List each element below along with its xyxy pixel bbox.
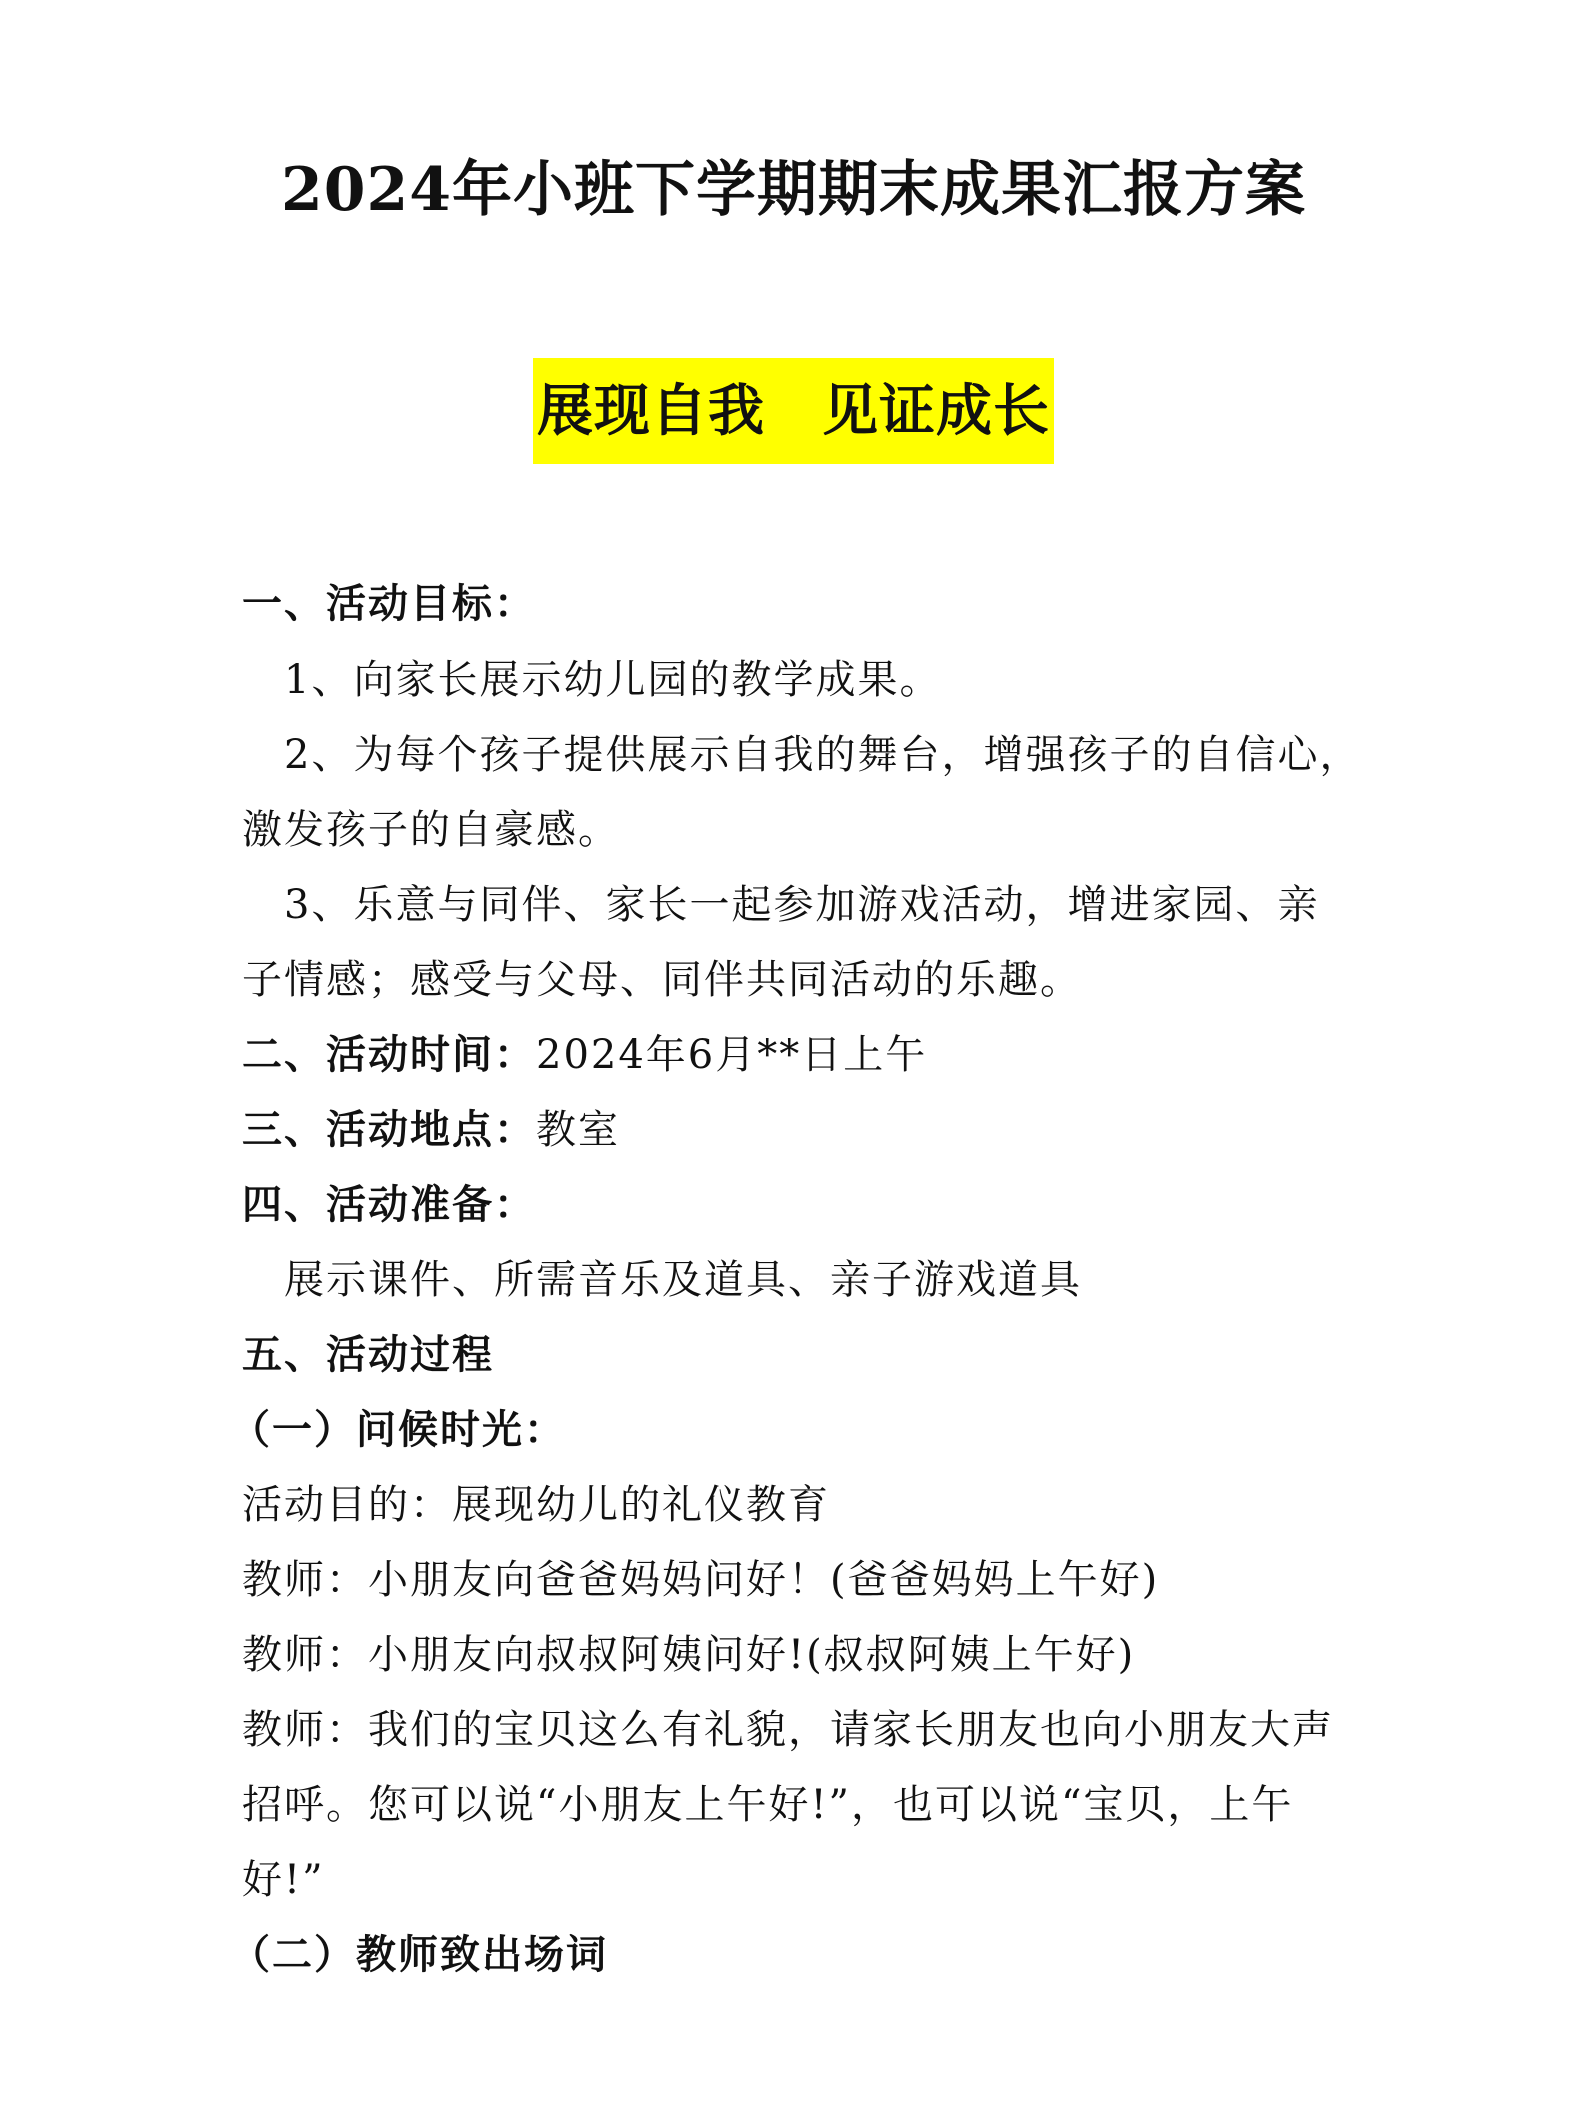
goal-2-line-1: 2、为每个孩子提供展示自我的舞台，增强孩子的自信心， (284, 732, 1362, 778)
goal-1: 1、向家长展示幼儿园的教学成果。 (284, 657, 942, 703)
dialog-line-1: 教师：小朋友向爸爸妈妈问好！(爸爸妈妈上午好) (242, 1557, 1160, 1603)
document-title: 2024年小班下学期期末成果汇报方案 (281, 155, 1306, 225)
prep-heading: 四、活动准备： (242, 1181, 536, 1228)
place-value: 教室 (536, 1107, 620, 1153)
prep-value: 展示课件、所需音乐及道具、亲子游戏道具 (284, 1257, 1082, 1303)
dialog-line-3b: 招呼。您可以说“小朋友上午好!”，也可以说“宝贝，上午 (242, 1782, 1294, 1828)
highlighted-subtitle: 展现自我 见证成长 (533, 358, 1054, 464)
dialog-line-3c: 好!” (242, 1857, 325, 1903)
place-heading: 三、活动地点： (242, 1106, 536, 1153)
dialog-line-2: 教师：小朋友向叔叔阿姨问好!(叔叔阿姨上午好) (242, 1632, 1136, 1678)
place-row (242, 1100, 620, 1160)
process-heading: 五、活动过程 (242, 1331, 494, 1378)
part-2-heading: （二）教师致出场词 (230, 1931, 608, 1978)
subtitle-container (0, 358, 1587, 464)
time-heading: 二、活动时间： (242, 1031, 536, 1078)
time-value: 2024年6月**日上午 (536, 1032, 928, 1078)
dialog-line-3a: 教师：我们的宝贝这么有礼貌，请家长朋友也向小朋友大声 (242, 1707, 1334, 1753)
goal-3-line-1: 3、乐意与同伴、家长一起参加游戏活动，增进家园、亲 (284, 882, 1320, 928)
goal-3-line-2: 子情感；感受与父母、同伴共同活动的乐趣。 (242, 957, 1082, 1003)
goal-2-line-2: 激发孩子的自豪感。 (242, 807, 620, 853)
goals-heading: 一、活动目标： (242, 580, 536, 627)
part-1-purpose: 活动目的：展现幼儿的礼仪教育 (242, 1482, 830, 1528)
time-row (242, 1025, 927, 1085)
part-1-heading: （一）问候时光： (230, 1406, 566, 1453)
